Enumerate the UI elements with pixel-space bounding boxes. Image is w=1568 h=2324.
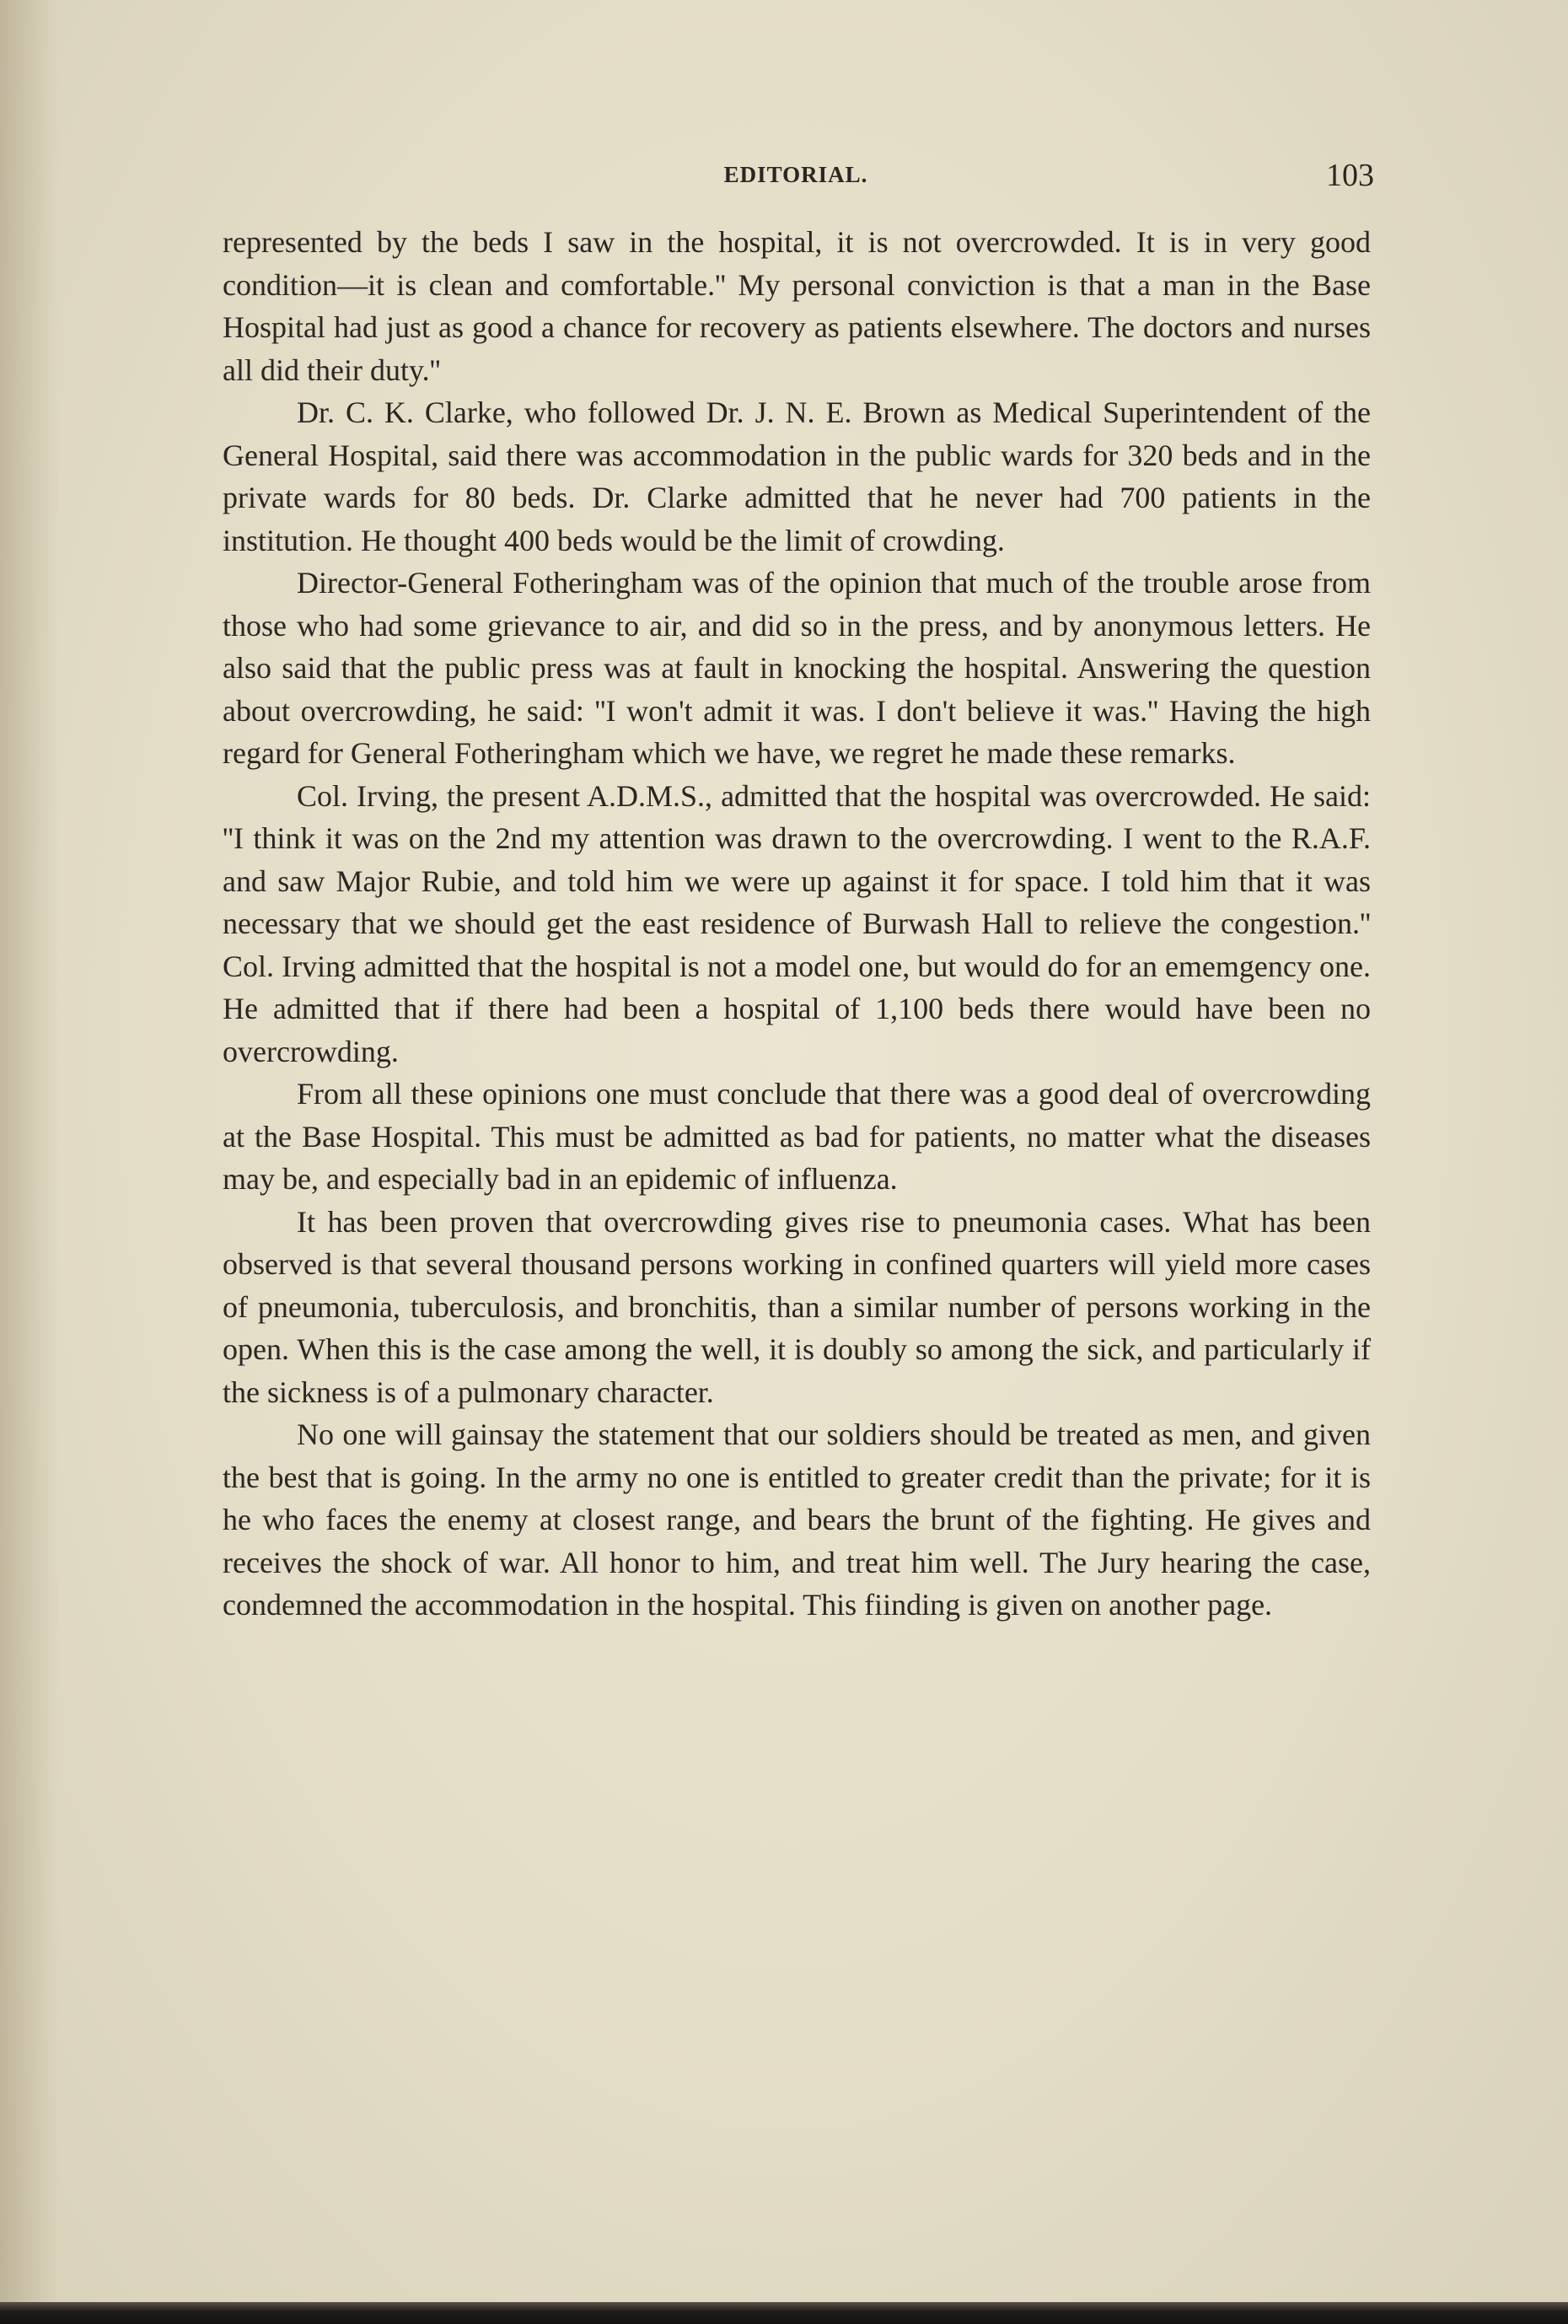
paragraph: Director-General Fotheringham was of the opinion that much of the trouble arose from those who had some grievance to air, and did so in the press, and by anonymous letters. He also said that the public press was at fault in knocking the hospital. Answering the question about overcrowding, he said: ''I won't admit it was. I don't believe it was.'' Having the high regard for General Fotheringham which we have, we regret he made these remarks. [223, 566, 1371, 770]
paragraph: From all these opinions one must conclude that there was a good deal of overcrowding at the Base Hospital. This must be admitted as bad for patients, no matter what the diseases may be, and especially bad in an epidemic of influenza. [223, 1077, 1371, 1196]
paragraph: Dr. C. K. Clarke, who followed Dr. J. N. E. Brown as Medical Superintendent of the General Hospital, said there was accommodation in the public wards for 320 beds and in the private wards for 80 beds. Dr. Clarke admitted that he never had 700 patients in the institution. He thought 400 beds would be the limit of crowding. [223, 395, 1371, 557]
page-bottom-edge [0, 2302, 1568, 2324]
article-body [223, 221, 1371, 1627]
paragraph: No one will gainsay the statement that our soldiers should be treated as men, and given the best that is going. In the army no one is entitled to greater credit than the private; for it is he who faces the enemy at closest range, and bears the brunt of the fighting. He gives and receives the shock of war. All honor to him, and treat him well. The Jury hearing the case, condemned the accommodation in the hospital. This fiinding is given on another page. [223, 1418, 1371, 1622]
page-header [217, 157, 1374, 199]
paragraph: Col. Irving, the present A.D.M.S., admitted that the hospital was overcrowded. He said: ''I think it was on the 2nd my attention was drawn to the overcrowding. I went to the R.A.F. and saw Major Rubie, and told him we were up against it for space. I told him that it was necessary that we should get the east residence of Burwash Hall to relieve the congestion.'' Col. Irving admitted that the hospital is not a model one, but would do for an ememgency one. He admitted that if there had been a hospital of 1,100 beds there would have been no overcrowding. [223, 778, 1371, 1068]
page-number: 103 [1326, 158, 1374, 193]
paragraph-continuation: represented by the beds I saw in the hospital, it is not overcrowded. It is in very good condition—it is clean and comfortable.'' My personal conviction is that a man in the Base Hospital had just as good a chance for recovery as patients elsewhere. The doctors and nurses all did their duty.'' [223, 225, 1371, 387]
spine-shadow [0, 0, 59, 2324]
paragraph: It has been proven that overcrowding gives rise to pneumonia cases. What has been observed is that several thousand persons working in confined quarters will yield more cases of pneumonia, tuberculosis, and bronchitis, than a similar number of persons working in the open. When this is the case among the well, it is doubly so among the sick, and particularly if the sickness is of a pulmonary character. [223, 1204, 1371, 1409]
running-head: EDITORIAL. [723, 162, 868, 187]
